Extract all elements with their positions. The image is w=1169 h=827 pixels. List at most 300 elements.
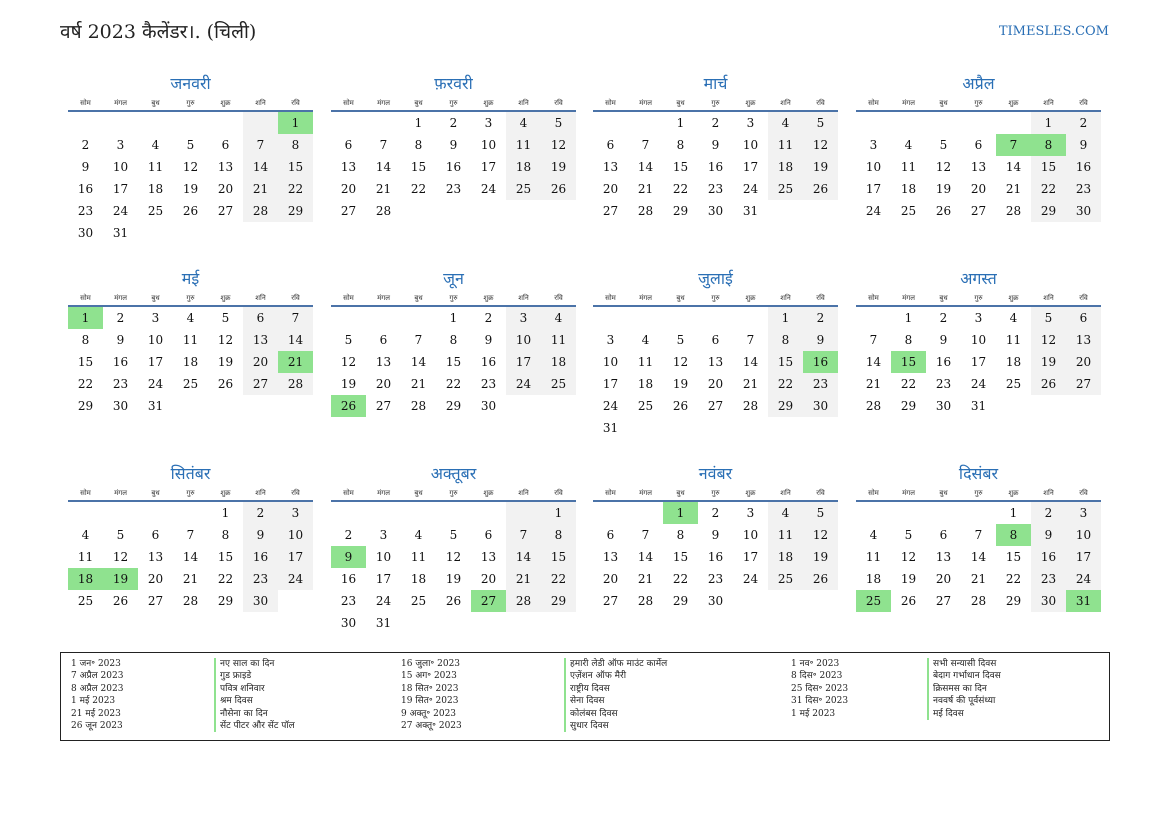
day-cell: 30 (707, 204, 724, 218)
day-cell: 22 (278, 178, 313, 200)
day-cell: 24 (278, 568, 313, 590)
weekday-label: शनि (1043, 294, 1054, 302)
holiday-name: मई दिवस (933, 708, 964, 719)
day-cell: 25 (637, 399, 654, 413)
weekday-label: गुरु (711, 294, 720, 302)
day-cell: 14 (375, 160, 392, 174)
month-5 (68, 267, 313, 417)
day-cell: 27 (935, 594, 952, 608)
weekday-label: बुध (151, 294, 160, 302)
day-cell: 2 (449, 116, 458, 130)
month-3 (593, 72, 838, 222)
day-cell: 3 (484, 116, 493, 130)
day-cell: 28 (865, 399, 882, 413)
day-cell: 4 (186, 311, 195, 325)
day-cell: 20 (340, 182, 357, 196)
day-cell: 30 (243, 590, 278, 612)
empty-cell (208, 112, 243, 134)
day-cell: 5 (344, 333, 353, 347)
empty-cell (471, 502, 506, 524)
weekday-label: सोम (80, 99, 91, 107)
day-cell: 26 (1031, 373, 1066, 395)
day-cell: 18 (182, 355, 199, 369)
holiday-names-col-3 (927, 658, 1001, 720)
day-cell: 12 (340, 355, 357, 369)
weekday-label: रवि (554, 99, 563, 107)
day-cell: 28 (410, 399, 427, 413)
day-cell: 13 (375, 355, 392, 369)
day-cell: 29 (1031, 200, 1066, 222)
day-cell: 17 (147, 355, 164, 369)
day-cell: 8 (221, 528, 230, 542)
day-cell: 27 (340, 204, 357, 218)
day-cell: 25 (768, 178, 803, 200)
day-cell: 8 (541, 524, 576, 546)
month-name: सितंबर (170, 464, 211, 483)
day-cell: 14 (742, 355, 759, 369)
empty-cell (331, 307, 366, 329)
weekday-label: रवि (291, 99, 300, 107)
day-cell: 14 (970, 550, 987, 564)
day-cell: 10 (375, 550, 392, 564)
weekday-label: शनि (780, 489, 791, 497)
empty-cell (593, 307, 628, 329)
day-cell: 1 (663, 502, 698, 524)
holiday-date: 19 सित॰ 2023 (401, 696, 459, 707)
empty-cell (856, 307, 891, 329)
day-cell: 4 (81, 528, 90, 542)
day-cell: 2 (711, 506, 720, 520)
weekday-label: सोम (605, 294, 616, 302)
day-cell: 25 (541, 373, 576, 395)
weekday-label: गुरु (186, 294, 195, 302)
day-cell: 28 (506, 590, 541, 612)
day-cell: 20 (707, 377, 724, 391)
day-cell: 9 (116, 333, 125, 347)
day-cell: 21 (970, 572, 987, 586)
day-cell: 4 (1009, 311, 1018, 325)
day-cell: 1 (414, 116, 423, 130)
day-cell: 21 (637, 182, 654, 196)
day-cell: 14 (865, 355, 882, 369)
day-cell: 17 (375, 572, 392, 586)
weekday-label: मंगल (114, 489, 127, 497)
day-cell: 20 (602, 182, 619, 196)
day-cell: 9 (711, 528, 720, 542)
day-cell: 7 (243, 134, 278, 156)
month-9 (68, 462, 313, 612)
day-cell: 24 (742, 572, 759, 586)
day-cell: 16 (243, 546, 278, 568)
holiday-names-col-2 (564, 658, 667, 732)
day-cell: 1 (449, 311, 458, 325)
day-cell: 4 (641, 333, 650, 347)
day-cell: 11 (865, 550, 882, 564)
day-cell: 27 (602, 594, 619, 608)
day-cell: 23 (707, 182, 724, 196)
day-cell: 28 (742, 399, 759, 413)
empty-cell (733, 307, 768, 329)
month-10 (331, 462, 576, 634)
holiday-date: 7 अप्रैल 2023 (71, 671, 124, 682)
holiday-name: क्रिसमस का दिन (933, 683, 987, 694)
holiday-date: 1 मई 2023 (71, 696, 116, 707)
day-cell: 12 (935, 160, 952, 174)
day-cell: 11 (147, 160, 164, 174)
month-name: अप्रैल (962, 74, 995, 93)
month-name: मई (181, 269, 200, 288)
day-cell: 18 (637, 377, 654, 391)
day-cell: 12 (445, 550, 462, 564)
day-cell: 20 (602, 572, 619, 586)
day-cell: 4 (506, 112, 541, 134)
day-cell: 18 (865, 572, 882, 586)
day-cell: 16 (707, 550, 724, 564)
day-cell: 14 (1005, 160, 1022, 174)
month-2 (331, 72, 576, 222)
day-cell: 15 (77, 355, 94, 369)
day-cell: 23 (803, 373, 838, 395)
day-cell: 8 (996, 524, 1031, 546)
weekday-header (331, 96, 576, 112)
day-cell: 11 (768, 134, 803, 156)
day-cell: 18 (410, 572, 427, 586)
weekday-label: बुध (939, 294, 948, 302)
weekday-label: बुध (676, 294, 685, 302)
day-cell: 29 (445, 399, 462, 413)
day-cell: 21 (506, 568, 541, 590)
holiday-name: सेंट पीटर और सेंट पॉल (220, 721, 295, 732)
holiday-names-col-1 (214, 658, 295, 732)
site-link[interactable]: TIMESLES.COM (998, 24, 1109, 39)
day-cell: 17 (506, 351, 541, 373)
day-cell: 14 (182, 550, 199, 564)
day-cell: 2 (1031, 502, 1066, 524)
empty-cell (856, 112, 891, 134)
day-cell: 29 (768, 395, 803, 417)
weekday-label: गुरु (186, 489, 195, 497)
day-cell: 10 (112, 160, 129, 174)
day-cell: 15 (445, 355, 462, 369)
holiday-dates-col-2 (401, 658, 462, 732)
weekday-label: गुरु (974, 489, 983, 497)
day-cell: 22 (672, 182, 689, 196)
day-cell: 17 (742, 550, 759, 564)
weekday-label: शुक्र (745, 489, 756, 497)
weekday-label: शुक्र (745, 294, 756, 302)
day-cell: 30 (112, 399, 129, 413)
day-cell: 1 (68, 307, 103, 329)
weekday-label: मंगल (639, 294, 652, 302)
day-cell: 9 (243, 524, 278, 546)
weekday-label: सोम (343, 99, 354, 107)
day-cell: 16 (112, 355, 129, 369)
weekday-label: शुक्र (1008, 489, 1019, 497)
day-cell: 16 (1031, 546, 1066, 568)
day-cell: 18 (768, 546, 803, 568)
day-cell: 15 (768, 351, 803, 373)
day-cell: 1 (278, 112, 313, 134)
day-cell: 26 (803, 568, 838, 590)
day-cell: 10 (1066, 524, 1101, 546)
day-cell: 16 (340, 572, 357, 586)
holiday-list (60, 652, 1110, 741)
day-cell: 4 (768, 502, 803, 524)
day-cell: 9 (1066, 134, 1101, 156)
day-cell: 6 (379, 333, 388, 347)
day-cell: 21 (742, 377, 759, 391)
day-cell: 24 (970, 377, 987, 391)
day-cell: 22 (1031, 178, 1066, 200)
day-cell: 15 (891, 351, 926, 373)
weekday-label: बुध (939, 489, 948, 497)
day-cell: 29 (1005, 594, 1022, 608)
day-cell: 23 (707, 572, 724, 586)
day-cell: 13 (970, 160, 987, 174)
empty-cell (401, 502, 436, 524)
weekday-label: शनि (518, 489, 529, 497)
day-cell: 28 (970, 594, 987, 608)
holiday-date: 15 अग॰ 2023 (401, 671, 457, 682)
day-cell: 19 (103, 568, 138, 590)
day-cell: 13 (243, 329, 278, 351)
day-cell: 1 (221, 506, 230, 520)
empty-cell (593, 112, 628, 134)
month-name: जनवरी (170, 74, 211, 93)
day-cell: 2 (484, 311, 493, 325)
day-cell: 20 (1066, 351, 1101, 373)
day-cell: 6 (711, 333, 720, 347)
day-cell: 12 (182, 160, 199, 174)
day-cell: 13 (602, 550, 619, 564)
weekday-label: रवि (1079, 99, 1088, 107)
day-cell: 15 (410, 160, 427, 174)
day-cell: 18 (68, 568, 103, 590)
day-cell: 30 (707, 594, 724, 608)
month-name: अक्तूबर (430, 464, 477, 483)
empty-cell (961, 502, 996, 524)
day-cell: 30 (1066, 200, 1101, 222)
weekday-header (856, 486, 1101, 502)
day-cell: 12 (112, 550, 129, 564)
empty-cell (138, 112, 173, 134)
weekday-label: मंगल (902, 489, 915, 497)
weekday-label: गुरु (974, 99, 983, 107)
weekday-header (856, 291, 1101, 307)
day-cell: 7 (379, 138, 388, 152)
day-cell: 16 (707, 160, 724, 174)
day-cell: 9 (711, 138, 720, 152)
day-cell: 20 (970, 182, 987, 196)
day-cell: 11 (768, 524, 803, 546)
day-cell: 1 (676, 116, 685, 130)
empty-cell (663, 307, 698, 329)
day-cell: 28 (375, 204, 392, 218)
day-cell: 10 (278, 524, 313, 546)
day-cell: 11 (410, 550, 427, 564)
day-cell: 23 (243, 568, 278, 590)
day-cell: 11 (1005, 333, 1022, 347)
day-cell: 4 (904, 138, 913, 152)
holiday-name: गुड फ्राइडे (220, 671, 252, 682)
day-cell: 24 (742, 182, 759, 196)
day-cell: 13 (340, 160, 357, 174)
day-cell: 8 (676, 528, 685, 542)
month-11 (593, 462, 838, 612)
month-name: जुलाई (698, 269, 733, 288)
day-cell: 5 (186, 138, 195, 152)
day-cell: 24 (865, 204, 882, 218)
weekday-label: शनि (1043, 99, 1054, 107)
day-cell: 14 (243, 156, 278, 178)
weekday-label: सोम (343, 294, 354, 302)
day-cell: 9 (81, 160, 90, 174)
holiday-name: हमारी लेडी ऑफ माउंट कार्मेल (570, 659, 668, 669)
weekday-label: सोम (868, 294, 879, 302)
weekday-label: शुक्र (220, 294, 231, 302)
day-cell: 6 (484, 528, 493, 542)
weekday-header (593, 291, 838, 307)
weekday-label: मंगल (639, 489, 652, 497)
day-cell: 6 (221, 138, 230, 152)
holiday-name: सुधार दिवस (570, 721, 609, 732)
empty-cell (138, 502, 173, 524)
day-cell: 8 (81, 333, 90, 347)
day-cell: 23 (445, 182, 462, 196)
month-4 (856, 72, 1101, 222)
weekday-label: रवि (291, 489, 300, 497)
empty-cell (103, 502, 138, 524)
weekday-label: शनि (518, 99, 529, 107)
weekday-header (68, 291, 313, 307)
day-cell: 12 (217, 333, 234, 347)
day-cell: 26 (900, 594, 917, 608)
empty-cell (436, 502, 471, 524)
day-cell: 6 (243, 307, 278, 329)
day-cell: 8 (449, 333, 458, 347)
weekday-label: रवि (816, 99, 825, 107)
empty-cell (331, 502, 366, 524)
empty-cell (331, 112, 366, 134)
empty-cell (628, 307, 663, 329)
weekday-header (593, 96, 838, 112)
empty-cell (506, 502, 541, 524)
weekday-label: शुक्र (483, 294, 494, 302)
weekday-header (331, 291, 576, 307)
day-cell: 24 (375, 594, 392, 608)
month-12 (856, 462, 1101, 612)
weekday-label: रवि (1079, 294, 1088, 302)
day-cell: 13 (147, 550, 164, 564)
weekday-label: मंगल (114, 294, 127, 302)
day-cell: 5 (803, 112, 838, 134)
day-cell: 5 (803, 502, 838, 524)
day-cell: 8 (414, 138, 423, 152)
weekday-label: बुध (676, 489, 685, 497)
day-cell: 10 (506, 329, 541, 351)
day-cell: 12 (672, 355, 689, 369)
day-cell: 3 (151, 311, 160, 325)
weekday-header (593, 486, 838, 502)
weekday-header (331, 486, 576, 502)
day-cell: 6 (939, 528, 948, 542)
empty-cell (926, 502, 961, 524)
day-cell: 24 (147, 377, 164, 391)
holiday-name: कोलंबस दिवस (570, 708, 618, 719)
day-cell: 1 (541, 502, 576, 524)
empty-cell (628, 112, 663, 134)
day-cell: 13 (602, 160, 619, 174)
day-grid (68, 307, 313, 417)
day-cell: 1 (904, 311, 913, 325)
day-cell: 31 (147, 399, 164, 413)
day-cell: 23 (480, 377, 497, 391)
weekday-label: मंगल (114, 99, 127, 107)
day-cell: 18 (541, 351, 576, 373)
weekday-label: सोम (605, 489, 616, 497)
day-cell: 2 (1066, 112, 1101, 134)
weekday-label: सोम (868, 489, 879, 497)
day-cell: 5 (449, 528, 458, 542)
day-cell: 4 (414, 528, 423, 542)
empty-cell (366, 112, 401, 134)
day-grid (331, 307, 576, 417)
day-cell: 29 (77, 399, 94, 413)
empty-cell (926, 112, 961, 134)
weekday-label: गुरु (974, 294, 983, 302)
day-cell: 4 (869, 528, 878, 542)
weekday-label: शनि (1043, 489, 1054, 497)
holiday-date: 8 अप्रैल 2023 (71, 683, 124, 694)
day-cell: 9 (449, 138, 458, 152)
day-cell: 24 (506, 373, 541, 395)
month-name: मार्च (703, 74, 728, 93)
day-cell: 5 (116, 528, 125, 542)
day-cell: 29 (217, 594, 234, 608)
weekday-label: रवि (816, 489, 825, 497)
day-cell: 8 (1031, 134, 1066, 156)
day-cell: 27 (970, 204, 987, 218)
day-cell: 21 (182, 572, 199, 586)
holiday-name: नववर्ष की पूर्वसंध्या (933, 696, 996, 707)
day-cell: 2 (803, 307, 838, 329)
day-cell: 23 (935, 377, 952, 391)
day-cell: 2 (711, 116, 720, 130)
weekday-label: शुक्र (1008, 99, 1019, 107)
day-cell: 29 (541, 590, 576, 612)
day-cell: 10 (480, 138, 497, 152)
day-cell: 3 (379, 528, 388, 542)
weekday-label: बुध (414, 99, 423, 107)
day-cell: 20 (147, 572, 164, 586)
day-cell: 12 (803, 134, 838, 156)
weekday-label: शुक्र (483, 99, 494, 107)
month-name: फ़रवरी (434, 74, 473, 93)
weekday-label: गुरु (186, 99, 195, 107)
day-cell: 22 (672, 572, 689, 586)
day-cell: 25 (768, 568, 803, 590)
day-cell: 20 (480, 572, 497, 586)
day-cell: 7 (746, 333, 755, 347)
day-cell: 9 (331, 546, 366, 568)
day-cell: 25 (1005, 377, 1022, 391)
day-cell: 26 (331, 395, 366, 417)
weekday-label: सोम (868, 99, 879, 107)
day-grid (593, 112, 838, 222)
day-cell: 23 (340, 594, 357, 608)
empty-cell (891, 112, 926, 134)
day-grid (331, 502, 576, 634)
